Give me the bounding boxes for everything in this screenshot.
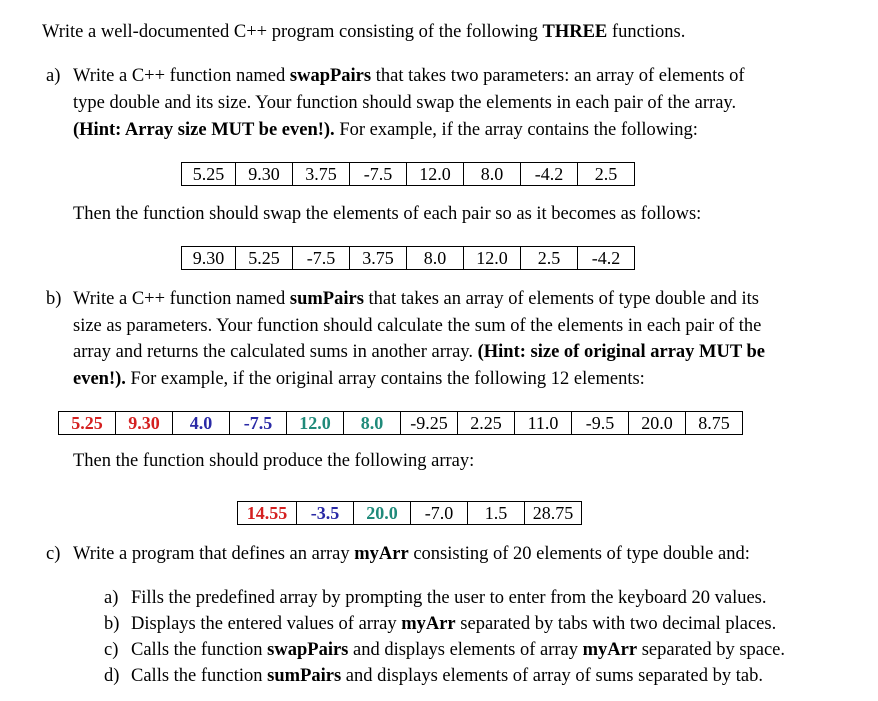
part-a-line-1 — [73, 66, 745, 87]
array-before-swap — [181, 162, 635, 186]
text: and displays elements of array — [348, 640, 583, 660]
text: array and returns the calculated sums in another array. — [73, 342, 478, 362]
part-a-then: Then the function should swap the elements of each pair so as it becomes as follows: — [73, 204, 702, 224]
part-c-line-1 — [73, 544, 750, 565]
part-a-line-3 — [73, 120, 698, 141]
function-name: sumPairs — [289, 289, 364, 309]
array-name: myArr — [354, 544, 409, 564]
text: Write a program that defines an array — [73, 544, 355, 564]
part-b-then: Then the function should produce the following array: — [73, 451, 475, 471]
array-sum-input — [58, 411, 743, 435]
array-cell: 5.25 — [182, 163, 236, 186]
array-cell: 20.0 — [629, 412, 686, 435]
array-cell: 8.0 — [407, 247, 464, 270]
array-cell: 3.75 — [293, 163, 350, 186]
array-cell: 2.25 — [458, 412, 515, 435]
part-c-item-a-marker: a) — [104, 588, 119, 608]
array-cell: 9.30 — [182, 247, 236, 270]
array-cell: -3.5 — [297, 502, 354, 525]
text: Displays the entered values of array — [131, 614, 402, 634]
array-name: myArr — [401, 614, 456, 634]
part-c-item-c — [131, 640, 785, 661]
part-c-item-b-marker: b) — [104, 614, 120, 634]
part-b-marker: b) — [46, 289, 62, 309]
text: For example, if the array contains the following: — [334, 120, 698, 140]
text: Write a C++ function named — [73, 289, 290, 309]
array-cell: -7.0 — [411, 502, 468, 525]
function-name: swapPairs — [267, 640, 349, 660]
text: and displays elements of array of sums separated by tab. — [341, 666, 763, 686]
text: Calls the function — [131, 640, 268, 660]
array-cell: 8.75 — [686, 412, 743, 435]
hint: (Hint: Array size MUT be even!). — [73, 120, 335, 140]
array-cell: 8.0 — [464, 163, 521, 186]
array-cell: 9.30 — [116, 412, 173, 435]
array-cell: -4.2 — [521, 163, 578, 186]
part-c-item-d — [131, 666, 763, 687]
array-cell: 3.75 — [350, 247, 407, 270]
array-cell: 9.30 — [236, 163, 293, 186]
hint: even!). — [73, 369, 126, 389]
array-cell: 2.5 — [578, 163, 635, 186]
text: For example, if the original array contains the following 12 elements: — [125, 369, 645, 389]
intro-bold: THREE — [542, 22, 608, 42]
array-cell: 12.0 — [407, 163, 464, 186]
array-cell: -7.5 — [230, 412, 287, 435]
part-b-line-2: size as parameters. Your function should calculate the sum of the elements in each pair of the — [73, 316, 762, 336]
array-cell: 12.0 — [464, 247, 521, 270]
part-c-item-c-marker: c) — [104, 640, 119, 660]
array-cell: 28.75 — [525, 502, 582, 525]
array-sum-output — [237, 501, 582, 525]
intro-line — [42, 22, 685, 43]
text: consisting of 20 elements of type double and: — [408, 544, 750, 564]
part-a-line-2: type double and its size. Your function should swap the elements in each pair of the array. — [73, 93, 737, 113]
part-c-item-d-marker: d) — [104, 666, 120, 686]
part-c-item-a: Fills the predefined array by prompting the user to enter from the keyboard 20 values. — [131, 588, 767, 608]
text: that takes an array of elements of type double and its — [363, 289, 759, 309]
array-cell: 5.25 — [236, 247, 293, 270]
part-c-item-b — [131, 614, 776, 635]
text: separated by tabs with two decimal places. — [455, 614, 777, 634]
intro-text: Write a well-documented C++ program consisting of the following — [42, 22, 543, 42]
intro-text-end: functions. — [607, 22, 686, 42]
text: Write a C++ function named — [73, 66, 290, 86]
array-cell: 14.55 — [238, 502, 297, 525]
text: Calls the function — [131, 666, 268, 686]
array-cell: 8.0 — [344, 412, 401, 435]
hint: (Hint: size of original array MUT be — [477, 342, 766, 362]
function-name: swapPairs — [289, 66, 372, 86]
array-cell: -9.5 — [572, 412, 629, 435]
array-cell: 1.5 — [468, 502, 525, 525]
part-c-marker: c) — [46, 544, 61, 564]
array-cell: 12.0 — [287, 412, 344, 435]
array-cell: 2.5 — [521, 247, 578, 270]
array-cell: 5.25 — [59, 412, 116, 435]
array-cell: -4.2 — [578, 247, 635, 270]
text: that takes two parameters: an array of elements of — [371, 66, 745, 86]
part-a-marker: a) — [46, 66, 61, 86]
array-after-swap — [181, 246, 635, 270]
array-cell: 11.0 — [515, 412, 572, 435]
part-b-line-4 — [73, 369, 645, 390]
array-cell: -7.5 — [293, 247, 350, 270]
part-b-line-1 — [73, 289, 759, 310]
text: separated by space. — [637, 640, 786, 660]
array-cell: 4.0 — [173, 412, 230, 435]
array-cell: 20.0 — [354, 502, 411, 525]
array-cell: -7.5 — [350, 163, 407, 186]
array-name: myArr — [582, 640, 638, 660]
part-b-line-3 — [73, 342, 765, 363]
array-cell: -9.25 — [401, 412, 458, 435]
function-name: sumPairs — [267, 666, 342, 686]
